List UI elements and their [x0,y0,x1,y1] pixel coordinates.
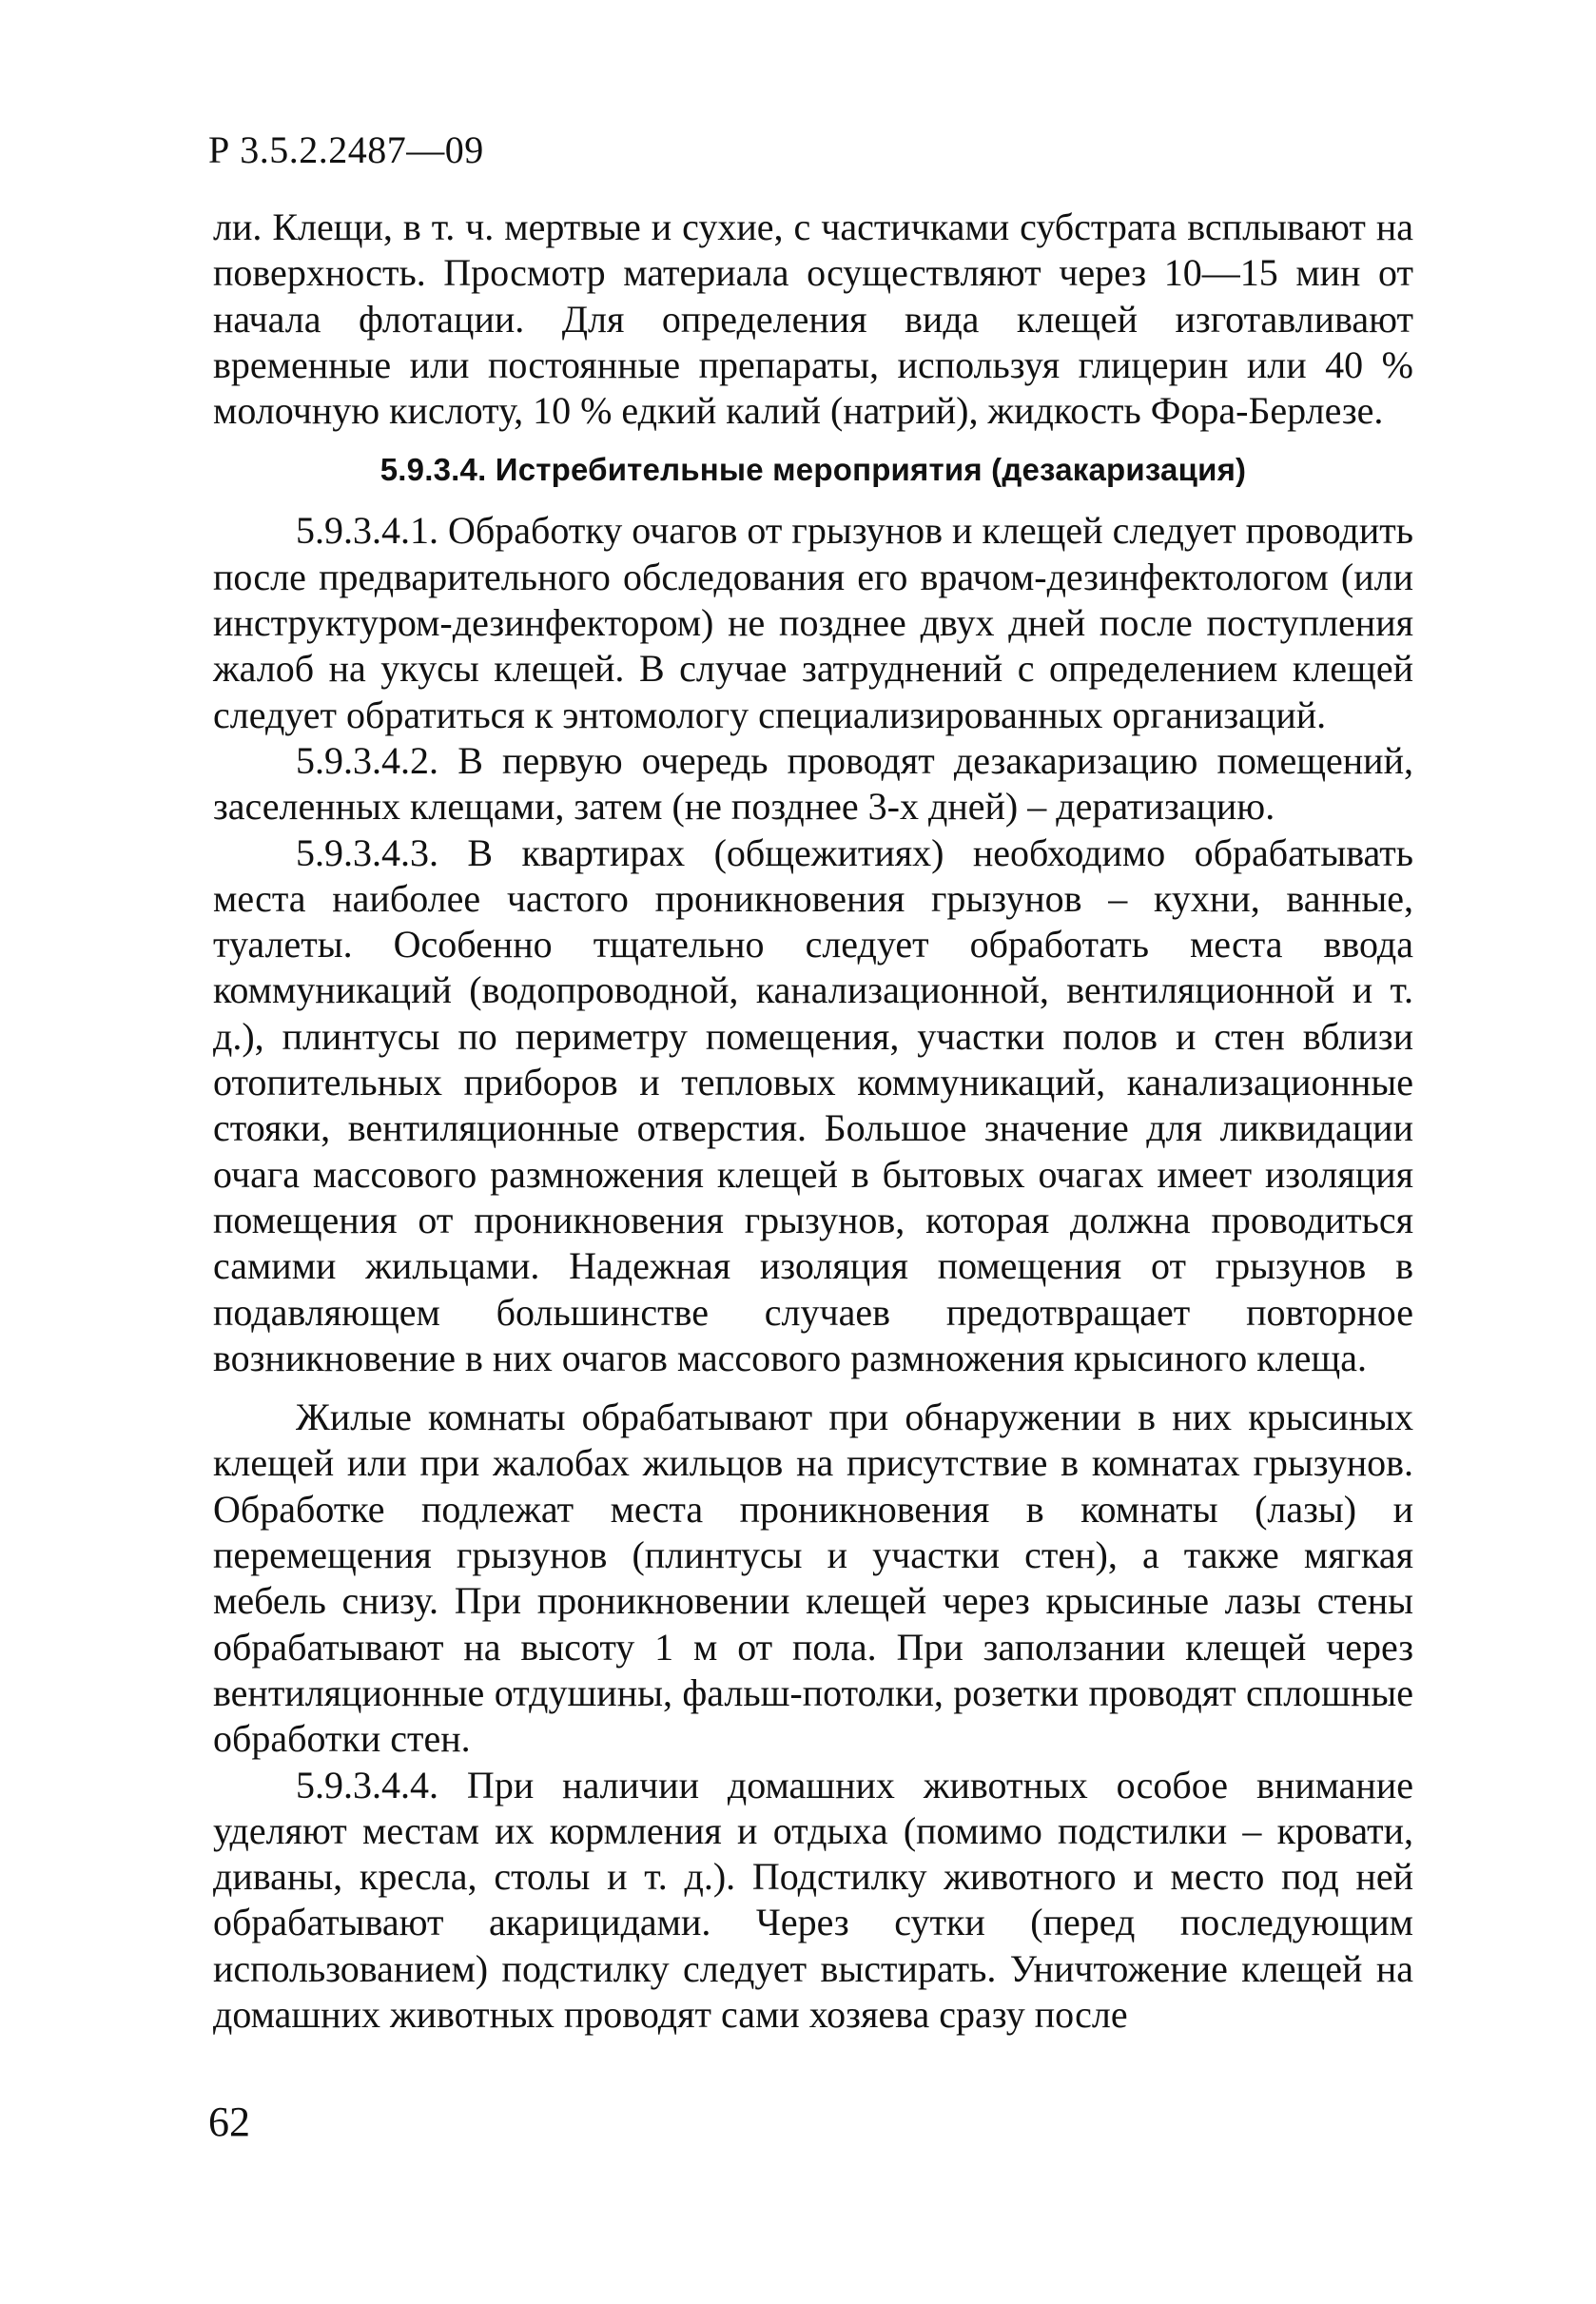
paragraph-5-9-3-4-1: 5.9.3.4.1. Обработку очагов от грызунов и клещей следует проводить после предварительного обследования его врачом-дезинфектологом (или инструктуром-дезинфектором) не позднее двух дней после поступления жалоб на укусы клещей. В случае затруднений с определением клещей следует обратиться к энтомологу специализированных организаций. [213,509,1413,736]
document-code-header: Р 3.5.2.2487—09 [208,128,484,171]
paragraph-5-9-3-4-2: 5.9.3.4.2. В первую очередь проводят дезакаризацию помещений, заселенных клещами, затем (не позднее 3-х дней) – дератизацию. [213,738,1413,829]
paragraph-5-9-3-4-4: 5.9.3.4.4. При наличии домашних животных особое внимание уделяют местам их кормления и отдыха (помимо подстилки – кровати, диваны, кресла, столы и т. д.). Подстилку животного и место под ней обрабатывают акарицидами. Через сутки (перед последующим использованием) подстилку следует выстирать. Уничтожение клещей на домашних животных проводят сами хозяева сразу после [213,1763,1413,2036]
paragraph-5-9-3-4-3: 5.9.3.4.3. В квартирах (общежитиях) необходимо обрабатывать места наиболее частого проникновения грызунов – кухни, ванные, туалеты. Особенно тщательно следует обработать места ввода коммуникаций (водопроводной, канализационной, вентиляционной и т. д.), плинтусы по периметру помещения, участки полов и стен вблизи отопительных приборов и тепловых коммуникаций, канализационные стояки, вентиляционные отверстия. Большое значение для ликвидации очага массового размножения клещей в бытовых очагах имеет изоляция помещения от проникновения грызунов, которая должна проводиться самими жильцами. Надежная изоляция помещения от грызунов в подавляющем большинстве случаев предотвращает повторное возникновение в них очагов массового размножения крысиного клеща. [213,830,1413,1379]
page-number: 62 [208,2099,250,2145]
page-body [213,205,1413,2038]
section-heading: 5.9.3.4. Истребительные мероприятия (дезакаризация) [380,452,1247,488]
paragraph-living-rooms: Жилые комнаты обрабатывают при обнаружении в них крысиных клещей или при жалобах жильцов на присутствие в комнатах грызунов. Обработке подлежат места проникновения в комнаты (лазы) и перемещения грызунов (плинтусы и участки стен), а также мягкая мебель снизу. При проникновении клещей через крысиные лазы стены обрабатывают на высоту 1 м от пола. При заползании клещей через вентиляционные отдушины, фальш-потолки, розетки проводят сплошные обработки стен. [213,1396,1413,1761]
continued-paragraph: ли. Клещи, в т. ч. мертвые и сухие, с частичками субстрата всплывают на поверхность. Просмотр материала осуществляют через 10—15 мин от начала флотации. Для определения вида клещей изготавливают временные или постоянные препараты, используя глицерин или 40 % молочную кислоту, 10 % едкий калий (натрий), жидкость Фора-Берлезе. [213,205,1413,433]
